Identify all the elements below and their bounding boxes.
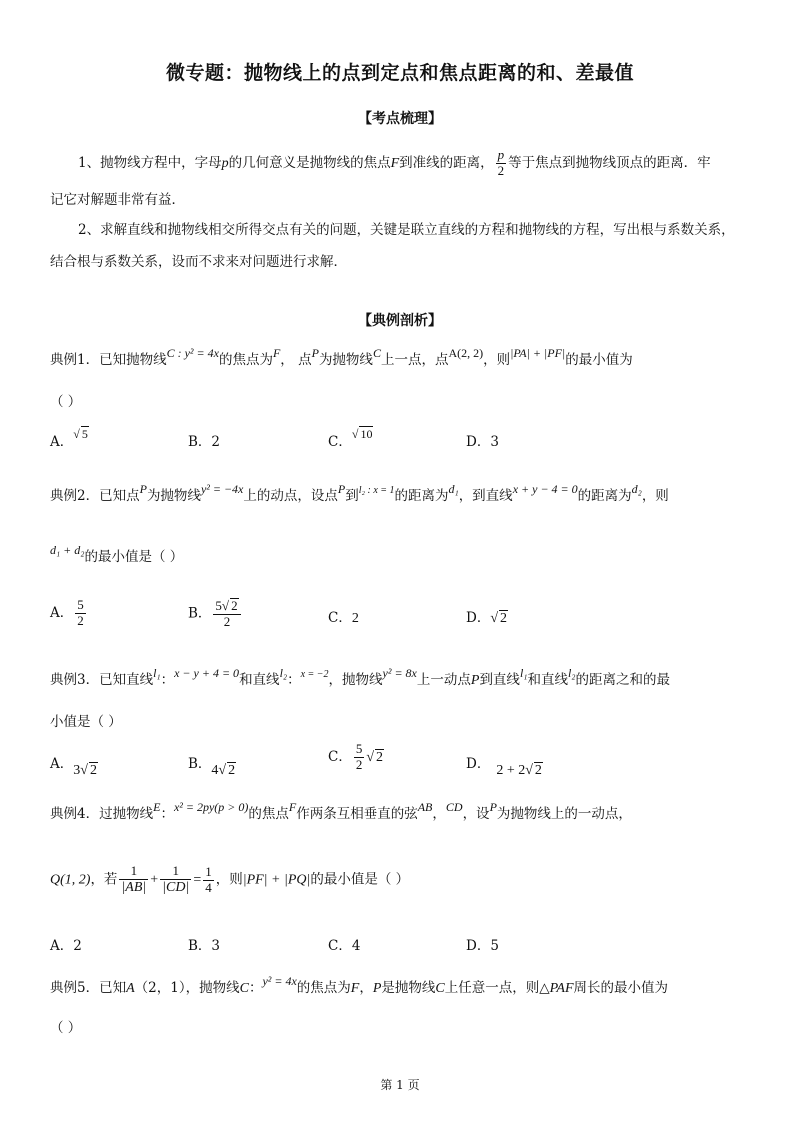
example-1-paren: （ ） — [50, 394, 82, 410]
paragraph-1-line-2: 记它对解题非常有益． — [50, 192, 185, 208]
example-2-option-b: B． $\frac{5√ 2}{2}$ — [188, 598, 243, 630]
example-2-stem: 典例2．已知点P为抛物线y² = −4x上的动点，设点P到$^{l_2 : x = 1}$的距离为d₁，到直线x + y − 4 = 0的距离为d₂，则 — [50, 482, 669, 504]
fraction-p-over-2: $\frac{p}{2}$ — [497, 147, 505, 178]
paragraph-2-line-2: 结合根与系数关系，设而不求来对问题进行求解． — [50, 254, 347, 270]
example-3-stem-line-2: 小值是（ ） — [50, 714, 122, 730]
example-3-option-b: B．4√ 2 — [188, 756, 236, 778]
page-title: 微专题：抛物线上的点到定点和焦点距离的和、差最值 — [165, 62, 634, 84]
section-heading-examples: 【典例剖析】 — [358, 313, 442, 329]
example-3-option-d: D． 2 + 2√ 2 — [466, 756, 542, 778]
example-4-stem: 典例4．过抛物线E：x² = 2py(p > 0)的焦点F作两条互相垂直的弦AB，CD，设P为抛物线上的一动点， — [50, 800, 632, 822]
example-2-option-a: A． $\frac{5}{2}$ — [50, 597, 84, 628]
example-4-option-b: B．3 — [188, 938, 221, 954]
example-5-stem: 典例5．已知A（2，1），抛物线C：y² = 4x的焦点为F，P是抛物线C上任意一点，则△PAF周长的最小值为 — [50, 974, 669, 996]
paragraph-1-line-1: 1、抛物线方程中，字母p的几何意义是抛物线的焦点F到准线的距离， $\frac{p}{2}$ 等于焦点到抛物线顶点的距离．牢 — [78, 147, 711, 178]
paragraph-2-line-1: 2、求解直线和抛物线相交所得交点有关的问题，关键是联立直线的方程和抛物线的方程，写出根与系数关系， — [78, 222, 735, 238]
example-1-option-b: B．2 — [188, 434, 221, 450]
example-3-option-a: A．3√ 2 — [50, 756, 97, 778]
example-2-option-c: C．2 — [328, 610, 359, 626]
example-3-option-c: C． $\frac{5}{2}$ √ 2 — [328, 741, 384, 772]
example-5-paren: （ ） — [50, 1020, 82, 1036]
page-number: 第 1 页 — [380, 1078, 420, 1092]
example-4-option-d: D．5 — [466, 938, 499, 954]
example-1-stem: 典例1．已知抛物线C : y² = 4x的焦点为F， 点P为抛物线C上一点，点A(2, 2)，则|PA| + |PF|的最小值为 — [50, 346, 633, 368]
example-3-stem: 典例3．已知直线l₁：x − y + 4 = 0和直线l₂：$^{x = -2}$，抛物线y² = 8x上一动点P到直线l₁和直线l₂的距离之和的最 — [50, 666, 670, 688]
example-4-option-a: A．2 — [50, 938, 82, 954]
example-1-option-a: A．√ 5 — [50, 427, 88, 450]
example-2-stem-line-2: d₁ + d₂的最小值是（ ） — [50, 543, 184, 565]
example-4-option-c: C．4 — [328, 938, 361, 954]
example-1-option-c: C．√ 10 — [328, 427, 373, 450]
section-heading-key-points: 【考点梳理】 — [358, 111, 442, 127]
example-4-stem-line-2: Q(1, 2)，若 $\frac{1}{|AB|}$ + $\frac{1}{|CD|}$ = $\frac{1}{4}$ ，则|PF| + |PQ|的最小值是（ ） — [50, 863, 410, 895]
example-1-option-d: D．3 — [466, 434, 499, 450]
example-2-option-d: D．√ 2 — [466, 610, 508, 626]
